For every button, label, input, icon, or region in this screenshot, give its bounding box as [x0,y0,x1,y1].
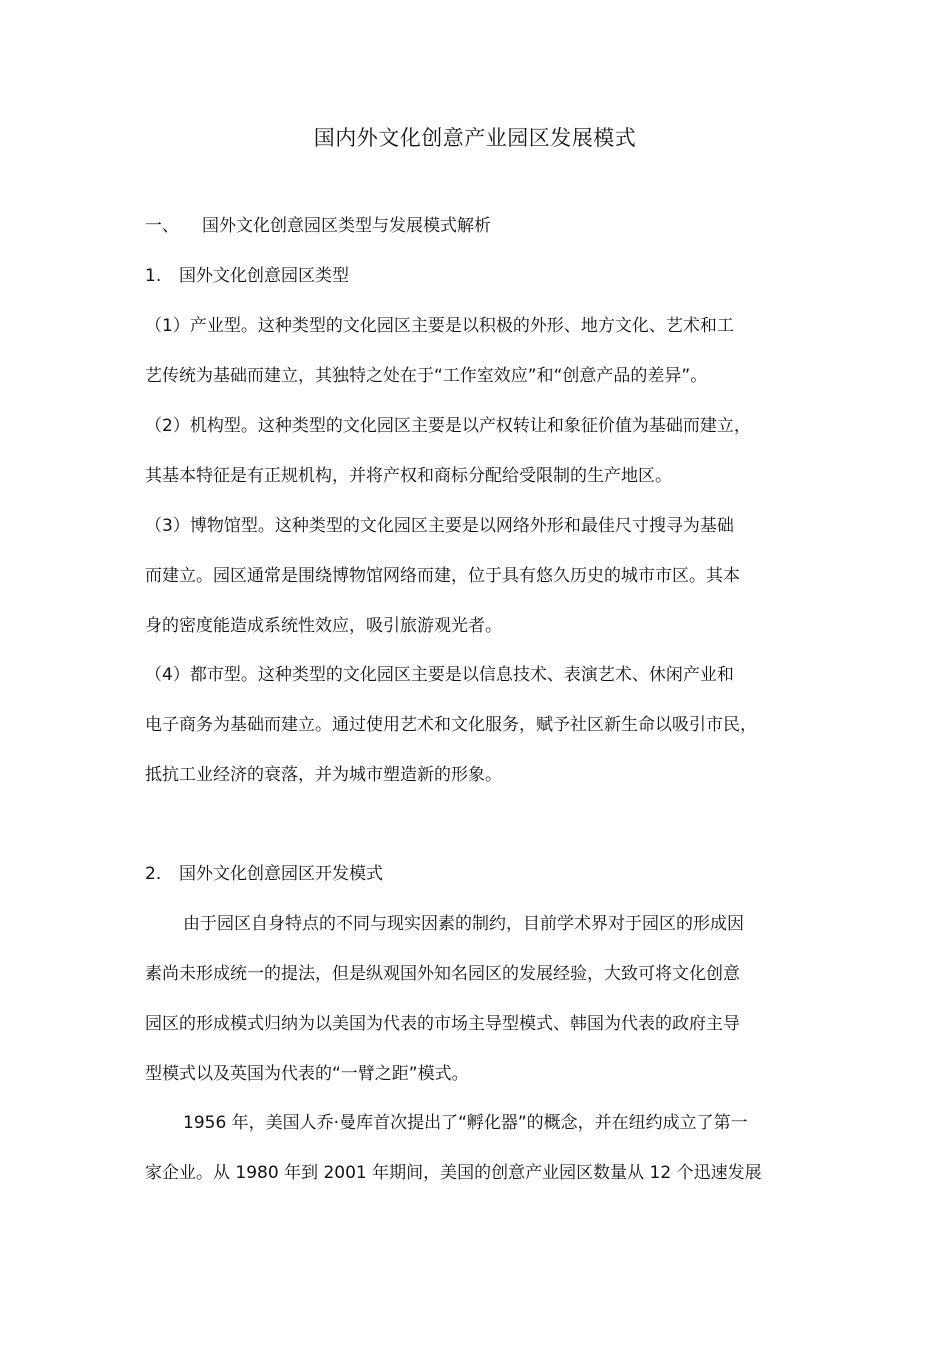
paragraph-line: 由于园区自身特点的不同与现实因素的制约，目前学术界对于园区的形成因 [183,914,744,934]
paragraph-line: （2）机构型。这种类型的文化园区主要是以产权转让和象征价值为基础而建立， [145,416,751,436]
paragraph-line: 电子商务为基础而建立。通过使用艺术和文化服务，赋予社区新生命以吸引市民， [145,715,757,735]
section-title: 国外文化创意园区类型与发展模式解析 [202,216,491,236]
paragraph-line: （1）产业型。这种类型的文化园区主要是以积极的外形、地方文化、艺术和工 [145,316,734,336]
subsection-heading-2 [145,862,383,886]
paragraph-line: 素尚未形成统一的提法，但是纵观国外知名园区的发展经验，大致可将文化创意 [145,964,740,984]
paragraph-line: 其基本特征是有正规机构，并将产权和商标分配给受限制的生产地区。 [145,466,672,486]
paragraph-line: 园区的形成模式归纳为以美国为代表的市场主导型模式、韩国为代表的政府主导 [145,1014,740,1034]
section-number: 一、 [145,216,179,236]
paragraph-line: 1956 年，美国人乔·曼库首次提出了“孵化器”的概念，并在纽约成立了第一 [183,1113,748,1133]
paragraph-line: 而建立。园区通常是围绕博物馆网络而建，位于具有悠久历史的城市市区。其本 [145,566,740,586]
subsection-number: 2. [145,864,162,884]
subsection-title: 国外文化创意园区类型 [179,266,349,286]
section-heading-1 [145,214,491,238]
paragraph-line: 型模式以及英国为代表的“一臂之距”模式。 [145,1064,469,1084]
paragraph-line: 家企业。从 1980 年到 2001 年期间，美国的创意产业园区数量从 12 个迅速发展 [145,1163,762,1183]
paragraph-line: 身的密度能造成系统性效应，吸引旅游观光者。 [145,616,502,636]
subsection-title: 国外文化创意园区开发模式 [179,864,383,884]
paragraph-line: （3）博物馆型。这种类型的文化园区主要是以网络外形和最佳尺寸搜寻为基础 [145,516,734,536]
paragraph-line: 抵抗工业经济的衰落，并为城市塑造新的形象。 [145,765,502,785]
paragraph-line: （4）都市型。这种类型的文化园区主要是以信息技术、表演艺术、休闲产业和 [145,665,734,685]
subsection-heading-1 [145,264,349,288]
subsection-number: 1. [145,266,162,286]
paragraph-line: 艺传统为基础而建立，其独特之处在于“工作室效应”和“创意产品的差异”。 [145,366,708,386]
document-title: 国内外文化创意产业园区发展模式 [313,126,637,150]
